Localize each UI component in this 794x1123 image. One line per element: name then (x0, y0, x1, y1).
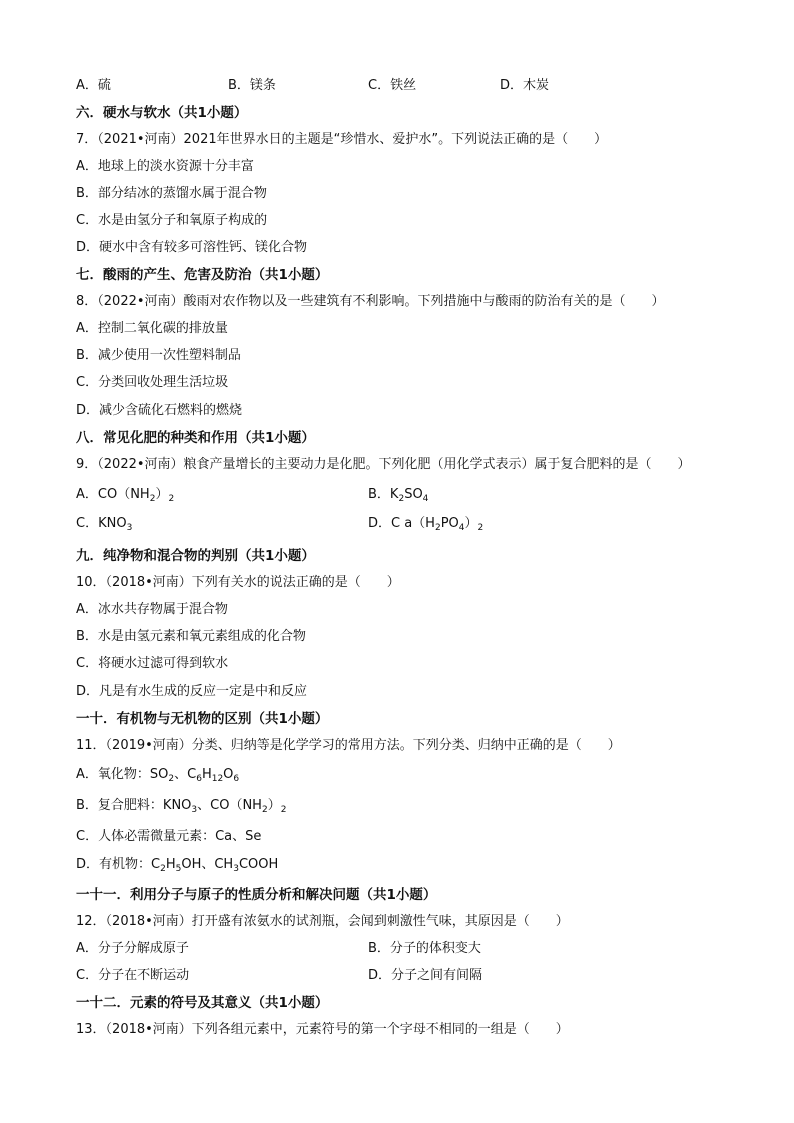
q6-option-c: C．铁丝 (368, 78, 417, 93)
q12-option-c: C．分子在不断运动 (76, 968, 190, 983)
q6-option-a: A．硫 (76, 78, 111, 93)
q6-option-d: D．木炭 (500, 78, 550, 93)
q6-option-b: B．镁条 (228, 78, 276, 93)
section-heading-9: 九．纯净物和混合物的判别（共1小题） (76, 548, 315, 564)
q8-option-c: C．分类回收处理生活垃圾 (76, 375, 229, 390)
q12-option-d: D．分子之间有间隔 (368, 968, 483, 983)
q9-option-b: B．$K_2SO_4$ (368, 487, 429, 504)
section-heading-7: 七．酸雨的产生、危害及防治（共1小题） (76, 267, 329, 283)
section-heading-11: 一十一．利用分子与原子的性质分析和解决问题（共1小题） (76, 887, 437, 903)
q10-option-d: D．凡是有水生成的反应一定是中和反应 (76, 684, 308, 699)
q11-option-b: B．复合肥料：$KNO_3$、$CO(NH_2)_2$ (76, 798, 287, 815)
section-heading-8: 八．常见化肥的种类和作用（共1小题） (76, 430, 315, 446)
q9-option-a: A．$CO(NH_2)_2$ (76, 487, 175, 504)
q8-option-d: D．减少含硫化石燃料的燃烧 (76, 403, 243, 418)
q10-option-a: A．冰水共存物属于混合物 (76, 602, 228, 617)
q13-stem: 13．（2018•河南）下列各组元素中，元素符号的第一个字母不相同的一组是（ ） (76, 1022, 569, 1037)
q12-option-b: B．分子的体积变大 (368, 941, 481, 956)
q8-option-a: A．控制二氧化碳的排放量 (76, 321, 228, 336)
q7-option-c: C．水是由氢分子和氧原子构成的 (76, 213, 268, 228)
q11-stem: 11．（2019•河南）分类、归纳等是化学学习的常用方法。下列分类、归纳中正确的是（ ） (76, 738, 621, 753)
q10-stem: 10．（2018•河南）下列有关水的说法正确的是（ ） (76, 575, 400, 590)
q7-option-d: D．硬水中含有较多可溶性钙、镁化合物 (76, 240, 308, 255)
q9-option-c: C．$KNO_3$ (76, 516, 133, 533)
q7-stem: 7．（2021•河南）2021年世界水日的主题是“珍惜水、爱护水”。下列说法正确的是（ ） (76, 132, 608, 147)
q10-option-b: B．水是由氢元素和氧元素组成的化合物 (76, 629, 306, 644)
q10-option-c: C．将硬水过滤可得到软水 (76, 656, 229, 671)
q11-option-c: C．人体必需微量元素：Ca、Se (76, 829, 262, 844)
q7-option-b: B．部分结冰的蒸馏水属于混合物 (76, 186, 267, 201)
q12-option-a: A．分子分解成原子 (76, 941, 189, 956)
q9-option-d: D．C $a(H_2PO_4)_2$ (368, 516, 484, 533)
q9-stem: 9．（2022•河南）粮食产量增长的主要动力是化肥。下列化肥（用化学式表示）属于复合肥料的是（ ） (76, 457, 691, 472)
q12-stem: 12．（2018•河南）打开盛有浓氨水的试剂瓶，会闻到刺激性气味，其原因是（ ） (76, 914, 569, 929)
q11-option-a: A．氧化物：$SO_2$、$C_6H_{12}O_6$ (76, 767, 240, 784)
q11-option-d: D．有机物：$C_2H_5OH$、$CH_3COOH$ (76, 857, 279, 874)
q8-stem: 8．（2022•河南）酸雨对农作物以及一些建筑有不利影响。下列措施中与酸雨的防治有关的是（ ） (76, 294, 665, 309)
q8-option-b: B．减少使用一次性塑料制品 (76, 348, 241, 363)
section-heading-6: 六．硬水与软水（共1小题） (76, 105, 248, 121)
section-heading-12: 一十二．元素的符号及其意义（共1小题） (76, 995, 329, 1011)
q7-option-a: A．地球上的淡水资源十分丰富 (76, 159, 254, 174)
section-heading-10: 一十．有机物与无机物的区别（共1小题） (76, 711, 329, 727)
